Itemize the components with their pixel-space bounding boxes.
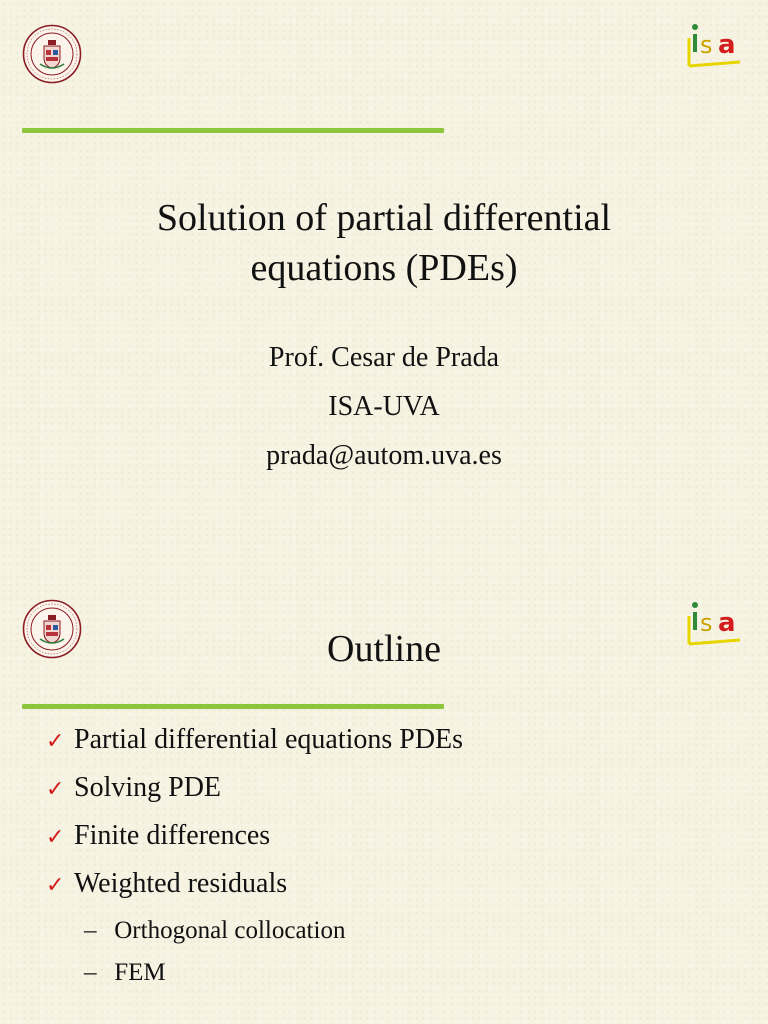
checkmark-icon: ✓ bbox=[46, 825, 65, 850]
sub-bullet-text: FEM bbox=[114, 959, 166, 986]
title-divider-rule bbox=[22, 128, 444, 133]
checkmark-icon: ✓ bbox=[46, 873, 65, 898]
list-item bbox=[46, 724, 463, 772]
bullet-text: Finite differences bbox=[74, 820, 271, 851]
svg-text:a: a bbox=[718, 30, 736, 60]
sub-bullet-text: Orthogonal collocation bbox=[114, 917, 346, 944]
university-seal-icon bbox=[22, 24, 82, 84]
outline-title: Outline bbox=[327, 628, 441, 670]
title-line-2: equations (PDEs) bbox=[250, 247, 518, 289]
bullet-text: Solving PDE bbox=[74, 772, 222, 803]
slide-title bbox=[80, 193, 688, 293]
dash-marker: – bbox=[84, 959, 97, 986]
bullet-text: Weighted residuals bbox=[74, 868, 288, 899]
svg-text:s: s bbox=[700, 609, 713, 637]
svg-text:a: a bbox=[718, 608, 736, 638]
isa-logo-icon bbox=[684, 20, 742, 70]
outline-divider-rule bbox=[22, 704, 444, 709]
author-affiliation: ISA-UVA bbox=[328, 391, 440, 422]
bullet-text: Partial differential equations PDEs bbox=[74, 724, 464, 755]
svg-text:s: s bbox=[700, 31, 713, 59]
title-line-1: Solution of partial differential bbox=[156, 197, 612, 239]
list-item bbox=[84, 917, 345, 959]
list-item bbox=[46, 820, 463, 868]
checkmark-icon: ✓ bbox=[46, 777, 65, 802]
outline-bullet-list bbox=[46, 724, 463, 916]
isa-logo-icon bbox=[684, 598, 742, 648]
list-item bbox=[46, 868, 463, 916]
outline-slide bbox=[0, 512, 768, 1024]
list-item bbox=[84, 959, 345, 1001]
author-block bbox=[100, 333, 668, 480]
list-item bbox=[46, 772, 463, 820]
author-email: prada@autom.uva.es bbox=[266, 440, 502, 471]
outline-sub-bullet-list bbox=[84, 917, 345, 1001]
university-seal-icon bbox=[22, 599, 82, 659]
dash-marker: – bbox=[84, 917, 97, 944]
author-name: Prof. Cesar de Prada bbox=[268, 342, 500, 373]
checkmark-icon: ✓ bbox=[46, 729, 65, 754]
